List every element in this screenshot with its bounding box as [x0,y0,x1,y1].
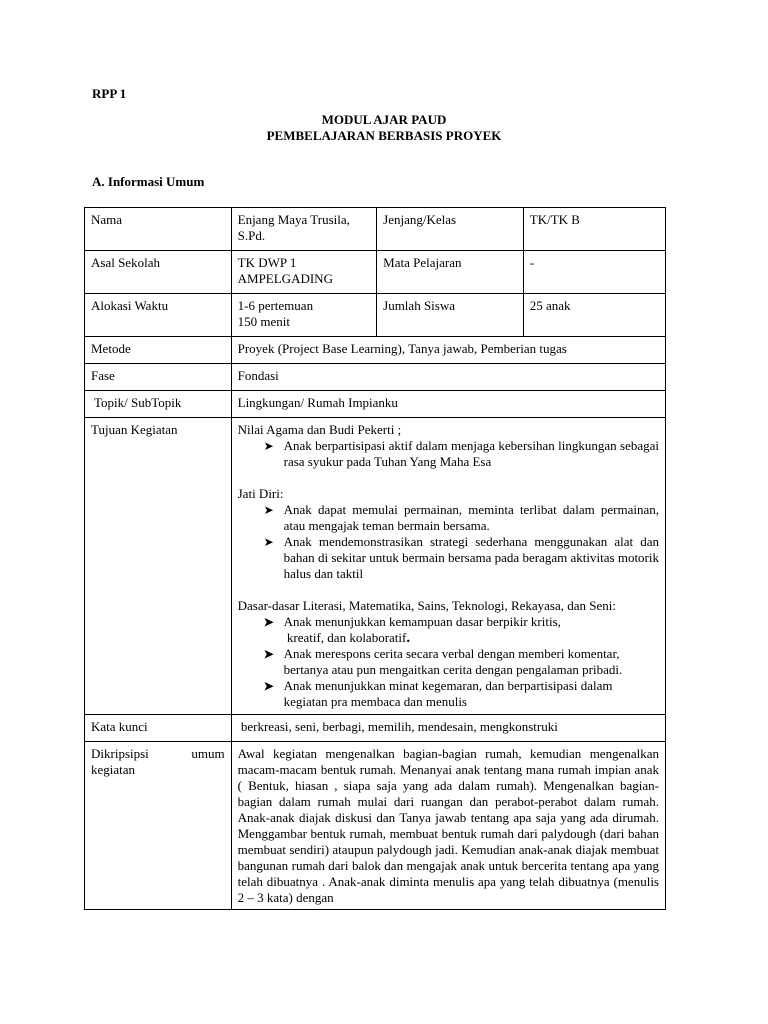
list-item-text: Anak dapat memulai permainan, meminta terlibat dalam permainan, atau mengajak teman bermain bersama. [283,502,659,533]
alokasi-label: Alokasi Waktu [85,294,232,337]
jd-heading: Jati Diri: [237,486,284,501]
nama-value: Enjang Maya Trusila, S.Pd. [231,208,377,251]
asal-value-line-1: TK DWP 1 [237,255,297,270]
arrow-bullet-icon: ➤ [263,503,274,517]
title-line-2: PEMBELAJARAN BERBASIS PROYEK [266,128,502,143]
arrow-bullet-icon: ➤ [263,439,274,453]
metode-label: Metode [85,337,232,364]
metode-value: Proyek (Project Base Learning), Tanya jawab, Pemberian tugas [231,337,665,364]
deskripsi-value: Awal kegiatan mengenalkan bagian-bagian rumah, kemudian mengenalkan macam-macam bentuk rumah. Menanyai anak tentang mana rumah impian anak ( Bentuk, hiasan , siapa saja yang ada dalam rumah). Mengenalkan bagian-bagian dalam rumah mulai dari ruangan dan perabot-perabot dalam rumah. Anak-anak diajak diskusi dan Tanya jawab tentang apa saja yang ada dirumah. Menggambar bentuk rumah, membuat bentuk rumah dari palydough (dari bahan membuat sendiri) ataupun palydough jadi. Kemudian anak-anak diajak membuat bangunan rumah dari balok dan mengajak anak untuk bercerita tentang apa yang telah dibuatnya . Anak-anak diminta menulis apa yang telah dibuatnya (menulis 2 – 3 kata) dengan [231,742,665,910]
list-item [238,646,659,678]
asal-value [231,251,377,294]
info-table [84,207,666,910]
jenjang-label: Jenjang/Kelas [377,208,524,251]
arrow-bullet-icon: ➤ [263,679,274,693]
rpp-label: RPP 1 [92,86,127,101]
arrow-bullet-icon: ➤ [263,535,274,549]
alokasi-value [231,294,377,337]
list-item [238,438,659,470]
topik-value: Lingkungan/ Rumah Impianku [231,391,665,418]
arrow-bullet-icon: ➤ [263,615,274,629]
table-row-fase [85,364,666,391]
list-item-text: Anak merespons cerita secara verbal dengan memberi komentar, bertanya atau pun mengaitkan cerita dengan pengalaman pribadi. [283,646,623,677]
topik-label: Topik/ SubTopik [85,391,232,418]
section-a-heading: A. Informasi Umum [92,174,205,189]
table-row-tujuan [85,418,666,715]
jumlah-value: 25 anak [523,294,665,337]
mapel-value: - [523,251,665,294]
tujuan-content [231,418,665,715]
title-line-1: MODUL AJAR PAUD [321,112,447,127]
asal-label: Asal Sekolah [85,251,232,294]
table-row-kata-kunci [85,715,666,742]
jenjang-value: TK/TK B [523,208,665,251]
fase-label: Fase [85,364,232,391]
alokasi-value-line-2: 150 menit [237,314,290,329]
asal-value-line-2: AMPELGADING [237,271,333,286]
table-row-nama [85,208,666,251]
list-item-text: Anak mendemonstrasikan strategi sederhana menggunakan alat dan bahan di sekitar untuk bermain bersama pada beragam aktivitas motorik halus dan taktil [283,534,659,581]
kata-kunci-label: Kata kunci [85,715,232,742]
table-row-metode [85,337,666,364]
dl-heading: Dasar-dasar Literasi, Matematika, Sains, Teknologi, Rekayasa, dan Seni: [237,598,616,613]
list-item-text: Anak menunjukkan minat kegemaran, dan berpartisipasi dalam kegiatan pra membaca dan menulis [283,678,613,709]
alokasi-value-line-1: 1-6 pertemuan [237,298,314,313]
table-row-asal [85,251,666,294]
nama-label: Nama [85,208,232,251]
table-row-alokasi [85,294,666,337]
table-row-topik [85,391,666,418]
list-item [238,678,659,710]
nab-heading: Nilai Agama dan Budi Pekerti ; [237,422,402,437]
list-item-text: Anak berpartisipasi aktif dalam menjaga kebersihan lingkungan sebagai rasa syukur pada Tuhan Yang Maha Esa [283,438,659,469]
table-row-deskripsi [85,742,666,910]
list-item [238,534,659,582]
list-item-text: Anak menunjukkan kemampuan dasar berpikir kritis, kreatif, dan kolaboratif. [283,614,561,646]
list-item [238,614,659,646]
tujuan-label: Tujuan Kegiatan [85,418,232,715]
arrow-bullet-icon: ➤ [263,647,274,661]
kata-kunci-value: berkreasi, seni, berbagi, memilih, mendesain, mengkonstruki [231,715,665,742]
deskripsi-label: Dikripsipsi umum kegiatan [85,742,232,910]
fase-value: Fondasi [231,364,665,391]
mapel-label: Mata Pelajaran [377,251,524,294]
list-item [238,502,659,534]
jumlah-label: Jumlah Siswa [377,294,524,337]
